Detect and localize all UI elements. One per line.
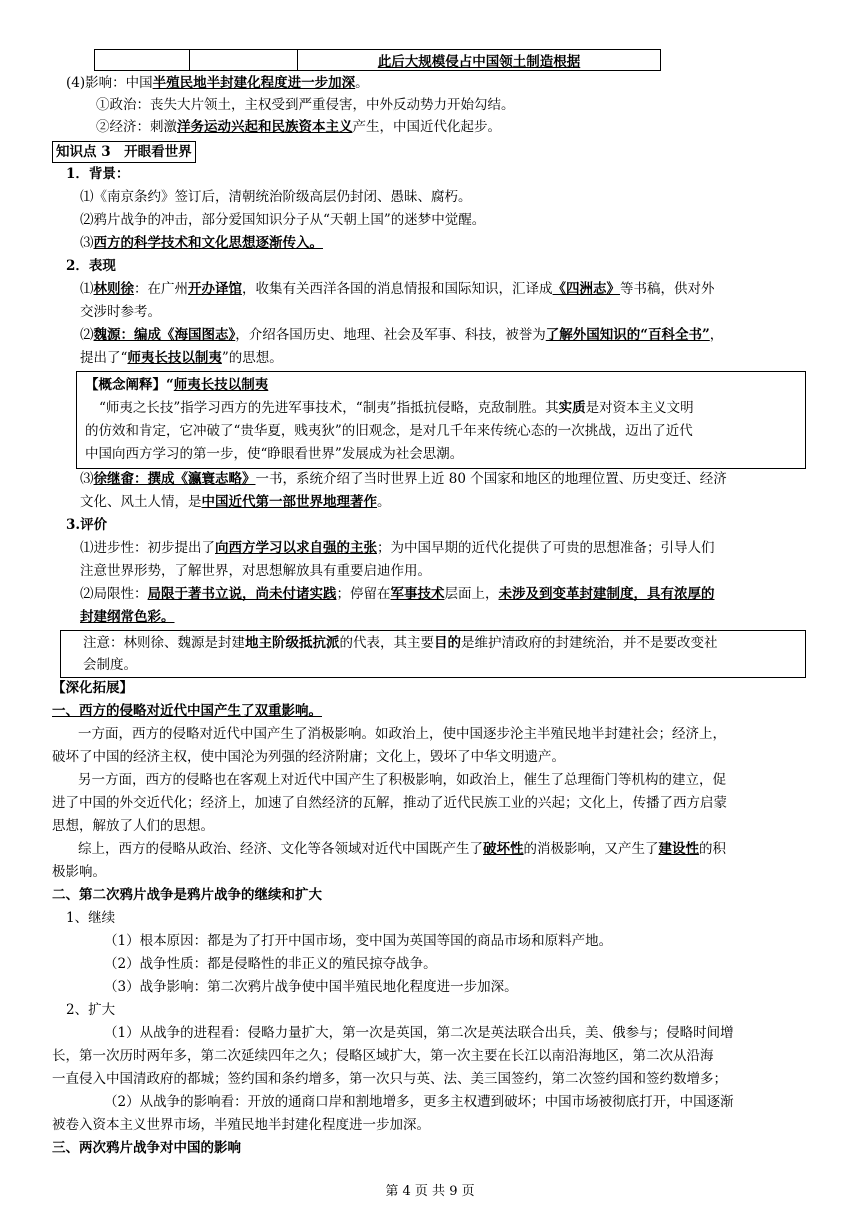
concept-title: 【概念阐释】“师夷长技以制夷 [85, 377, 269, 393]
exp-item-2-line-1: （2）从战争的影响看：开放的通商口岸和割地增多，更多主权遭到破坏；中国市场被彻底打开，中国逐渐 [104, 1094, 734, 1110]
table-cell-text: 此后大规模侵占中国领土制造根据 [298, 50, 661, 71]
impact-line-1: (4)影响：中国半殖民地半封建化程度进一步加深。 [66, 75, 369, 91]
note-line-2: 会制度。 [83, 657, 137, 673]
ext-p1-line-1: 一方面，西方的侵略对近代中国产生了消极影响。如政治上，使中国逐步沦主半殖民地半封建社会；经济上， [78, 726, 726, 742]
bg-item-1: ⑴《南京条约》签订后，清朝统治阶级高层仍封闭、愚昧、腐朽。 [80, 189, 472, 205]
note-box [60, 630, 806, 678]
eval-line-3: ⑵局限性：局限于著书立说，尚未付诸实践；停留在军事技术层面上，未涉及到变革封建制度，具有浓厚的 [80, 586, 715, 602]
impact-economy: ②经济：刺激洋务运动兴起和民族资本主义产生，中国近代化起步。 [96, 119, 501, 135]
ext-title: 【深化拓展】 [52, 680, 133, 696]
perf-title: 2．表现 [66, 258, 116, 274]
cont-title: 1、继续 [66, 910, 116, 926]
concept-box [76, 371, 806, 469]
ext-s3-title: 三、两次鸦片战争对中国的影响 [52, 1140, 241, 1156]
eval-title: 3.评价 [66, 517, 108, 533]
eval-line-2: 注意世界形势，了解世界，对思想解放具有重要启迪作用。 [80, 563, 431, 579]
lin-line-2: 交涉时参考。 [80, 304, 161, 320]
bg-item-3: ⑶西方的科学技术和文化思想逐渐传入。 [80, 235, 323, 251]
note-line-1: 注意：林则徐、魏源是封建地主阶级抵抗派的代表，其主要目的是维护清政府的封建统治，并不是要改变社 [83, 635, 718, 651]
ext-p1-line-2: 破坏了中国的经济主权，使中国沦为列强的经济附庸；文化上，毁坏了中华文明遗产。 [52, 749, 565, 765]
wei-line-1: ⑵魏源：编成《海国图志》，介绍各国历史、地理、社会及军事、科技，被誉为了解外国知识的“百科全书”， [80, 327, 724, 343]
cont-item-2: （2）战争性质：都是侵略性的非正义的殖民掠夺战争。 [104, 956, 437, 972]
table-cell-empty-1 [95, 50, 190, 71]
exp-item-1-line-1: （1）从战争的进程看：侵略力量扩大，第一次是英国，第二次是英法联合出兵，美、俄参与；侵略时间增 [104, 1025, 734, 1041]
ext-p2-line-3: 思想，解放了人们的思想。 [52, 818, 214, 834]
concept-line-3: 中国向西方学习的第一步，使“睁眼看世界”发展成为社会思潮。 [85, 446, 464, 462]
eval-line-1: ⑴进步性：初步提出了向西方学习以求自强的主张；为中国早期的近代化提供了可贵的思想准备；引导人们 [80, 540, 715, 556]
concept-line-1: “师夷之长技”指学习西方的先进军事技术，“制夷”指抵抗侵略，克敌制胜。其实质是对资本主义文明 [99, 400, 694, 416]
continuation-table [94, 49, 661, 71]
concept-line-2: 的仿效和肯定，它冲破了“贵华夏，贱夷狄”的旧观念，是对几千年来传统心态的一次挑战，迈出了近代 [85, 423, 693, 439]
table-cell-empty-2 [190, 50, 298, 71]
bg-item-2: ⑵鸦片战争的冲击，部分爱国知识分子从“天朝上国”的迷梦中觉醒。 [80, 212, 486, 228]
kp3-title: 知识点 3 开眼看世界 [52, 141, 196, 163]
ext-p3-line-2: 极影响。 [52, 864, 106, 880]
bg-title: 1．背景： [66, 166, 130, 182]
ext-s1-title: 一、西方的侵略对近代中国产生了双重影响。 [52, 703, 322, 719]
ext-p2-line-1: 另一方面，西方的侵略也在客观上对近代中国产生了积极影响，如政治上，催生了总理衙门等机构的建立，促 [78, 772, 726, 788]
exp-item-1-line-3: 一直侵入中国清政府的都城；签约国和条约增多，第一次只与英、法、美三国签约，第二次签约国和签约数增多； [52, 1071, 727, 1087]
exp-item-2-line-2: 被卷入资本主义世界市场，半殖民地半封建化程度进一步加深。 [52, 1117, 430, 1133]
cont-item-1: （1）根本原因：都是为了打开中国市场，变中国为英国等国的商品市场和原料产地。 [104, 933, 613, 949]
exp-title: 2、扩大 [66, 1002, 116, 1018]
ext-p2-line-2: 进了中国的外交近代化；经济上，加速了自然经济的瓦解，推动了近代民族工业的兴起；文化上，传播了西方启蒙 [52, 795, 727, 811]
exp-item-1-line-2: 长，第一次历时两年多，第二次延续四年之久；侵略区域扩大，第一次主要在长江以南沿海地区，第二次从沿海 [52, 1048, 714, 1064]
page-footer: 第 4 页 共 9 页 [385, 1184, 475, 1199]
lin-line-1: ⑴林则徐：在广州开办译馆，收集有关西洋各国的消息情报和国际知识，汇译成《四洲志》等书稿，供对外 [80, 281, 715, 297]
cont-item-3: （3）战争影响：第二次鸦片战争使中国半殖民地化程度进一步加深。 [104, 979, 518, 995]
ext-p3-line-1: 综上，西方的侵略从政治、经济、文化等各领域对近代中国既产生了破坏性的消极影响，又产生了建设性的积 [78, 841, 726, 857]
impact-politics: ①政治：丧失大片领土，主权受到严重侵害，中外反动势力开始勾结。 [96, 97, 515, 113]
xu-line-1: ⑶徐继畬：撰成《瀛寰志略》一书，系统介绍了当时世界上近 80 个国家和地区的地理位置、历史变迁、经济 [80, 471, 727, 487]
ext-s2-title: 二、第二次鸦片战争是鸦片战争的继续和扩大 [52, 887, 322, 903]
xu-line-2: 文化、风土人情，是中国近代第一部世界地理著作。 [80, 494, 391, 510]
eval-line-4: 封建纲常色彩。 [80, 609, 175, 625]
wei-line-2: 提出了“师夷长技以制夷”的思想。 [80, 350, 283, 366]
